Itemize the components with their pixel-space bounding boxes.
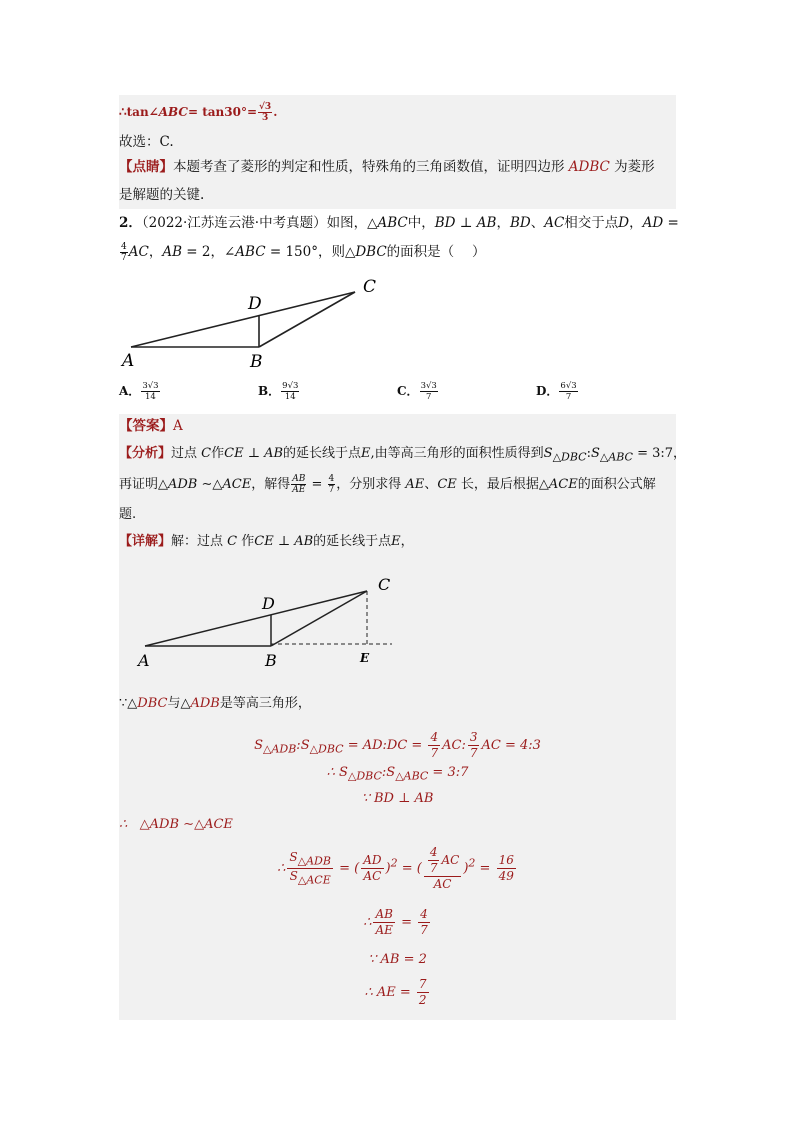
analysis-line2: 再证明△ADB ∼△ACE，解得 $\frac{AB}{AE}$ = $\frac{4}{7}$ ，分别求得 AE、CE 长，最后根据△ACE的面积公式解 xyxy=(119,474,656,495)
label-e: E xyxy=(360,651,370,665)
option-c[interactable]: C． $\frac{3√3}{7}$ xyxy=(397,381,437,402)
prev-tan-line: ∴tan∠ABC= tan30°= $\frac{√3}{3}$ . xyxy=(119,102,278,123)
step-ab-value: ∵ AB = 2 xyxy=(368,952,427,967)
prev-comment-line2: 是解题的关键. xyxy=(119,187,205,203)
analysis-line1: 【分析】过点 C作CE ⊥ AB的延长线于点E,由等高三角形的面积性质得到$S_{\triangle DBC}:S_{\triangle ABC}$ = 3:7， xyxy=(119,446,687,464)
prev-answer-line: 故选：C. xyxy=(119,134,174,150)
question-line1: 2．（2022·江苏连云港·中考真题）如图，△ABC中，BD ⊥ AB，BD、AC相交于点D，AD = xyxy=(119,215,679,231)
label-d: D xyxy=(262,594,275,613)
question-line2: $\frac{4}{7}$ AC，AB = 2，∠ABC = 150°，则△DBC的面积是（ ） xyxy=(121,242,486,263)
label-c: C xyxy=(363,277,377,297)
solution-figure xyxy=(130,570,410,670)
step-ab-ae-ratio: ∴ $\frac{AB}{AE}$ = $\frac{4}{7}$ xyxy=(363,907,428,937)
answer-line: 【答案】A xyxy=(119,418,183,434)
step-similar: ∴ △ADB ∼△ACE xyxy=(119,817,233,832)
label-b: B xyxy=(250,352,263,372)
label-b: B xyxy=(265,651,277,670)
segment-bc xyxy=(259,292,355,347)
label-d: D xyxy=(248,294,262,314)
step-equal-height: ∵△DBC与△ADB是等高三角形， xyxy=(119,696,311,711)
step-area-ratio-2: ∴ $S_{\triangle DBC}:S_{\triangle ABC}$ = 3:7 xyxy=(326,765,469,783)
label-a: A xyxy=(122,351,135,371)
prev-comment-line1: 【点睛】本题考查了菱形的判定和性质，特殊角的三角函数值，证明四边形 ADBC 为菱形 xyxy=(119,159,655,175)
segment-bc xyxy=(271,591,367,646)
step-ae-value: ∴ AE = $\frac{7}{2}$ xyxy=(364,977,427,1007)
option-b[interactable]: B． $\frac{9√3}{14}$ xyxy=(258,381,299,402)
analysis-line3: 题. xyxy=(119,507,137,522)
detail-line1: 【详解】解：过点 C 作CE ⊥ AB的延长线于点E， xyxy=(119,534,414,549)
option-a[interactable]: A． $\frac{3√3}{14}$ xyxy=(119,381,159,402)
segment-ac xyxy=(145,591,367,646)
segment-ac xyxy=(131,292,355,347)
step-area-square-ratio: ∴ $S_{\triangle ADB}$ $S_{\triangle ACE}$ = ( $\frac{AD}{AC}$ )$^2$ = ( $\frac{4}{7}$ AC AC )$^2$ = $\frac{16}{49}$ xyxy=(277,845,514,891)
option-d[interactable]: D． $\frac{6√3}{7}$ xyxy=(536,381,577,402)
label-a: A xyxy=(138,651,150,670)
step-perpendicular: ∵ BD ⊥ AB xyxy=(361,791,434,806)
question-figure xyxy=(119,274,389,374)
step-area-ratio: $S_{\triangle ADB}:S_{\triangle DBC}$ = AD:DC = $\frac{4}{7}$ AC: $\frac{3}{7}$ AC = 4:3 xyxy=(254,730,541,760)
label-c: C xyxy=(378,575,391,594)
